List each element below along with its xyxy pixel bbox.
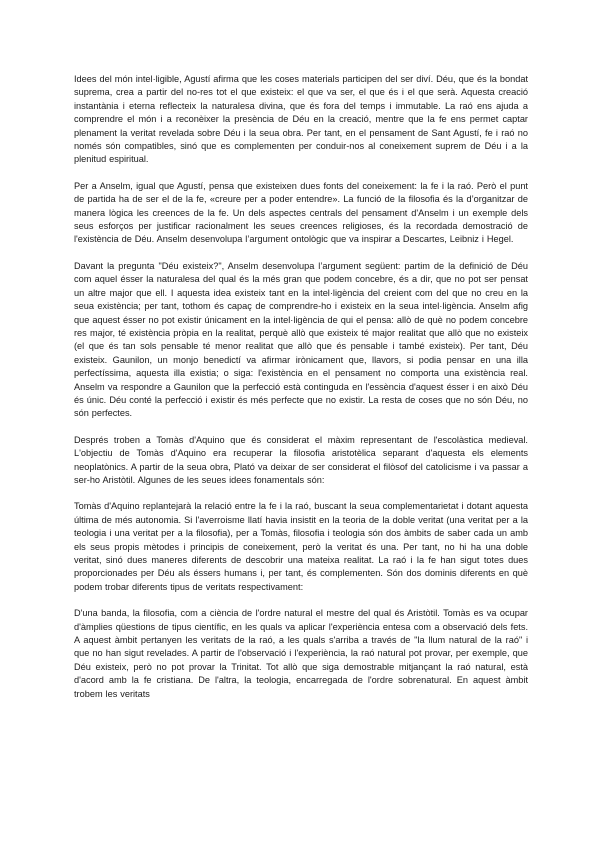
document-body: [74, 73, 528, 714]
paragraph-agusti-creation: Idees del món intel·ligible, Agustí afirma que les coses materials participen del ser diví. Déu, que és la bondat suprema, crea a partir del no-res tot el que existeix: el que va ser, el que és i el que serà. Aquesta creació instantània i eterna reflecteix la naturalesa divina, que és fora del temps i immutable. La raó ens ajuda a comprendre el món i a reconèixer la presència de Déu en la creació, mentre que la fe ens permet captar plenament la veritat revelada sobre Déu i la seua obra. Per tant, en el pensament de Sant Agustí, fe i raó no només són compatibles, sinó que es complementen per conduir-nos al coneixement suprem de Déu i a la plenitud espiritual.: [74, 74, 528, 165]
paragraph-tomas-intro: Després troben a Tomàs d'Aquino que és considerat el màxim representant de l'escolàstica medieval. L'objectiu de Tomàs d'Aquino era recuperar la filosofia aristotèlica separant d'aquesta els elements neoplatònics. A partir de la seua obra, Plató va deixar de ser considerat el filòsof del catolicisme i va passar a ser-ho Aristòtil. Algunes de les seues idees fonamentals són:: [74, 434, 528, 485]
paragraph-ontological-argument: Davant la pregunta "Déu existeix?", Anselm desenvolupa l’argument següent: partim de la definició de Déu com aquel ésser la naturalesa del qual és la més gran que podem concebre, és a dir, que no pot ser pensat un altre major que ell. I aquesta idea existeix tant en la intel·ligència del creient com del que no creu en la seua existència; per tant, tothom és capaç de comprendre-ho i existeix en la seua intel·ligència. Anselm afig que aquest ésser no pot existir únicament en la intel·ligència de qui el pensa: allò de què no podem concebre res major, té existència pròpia en la realitat, perquè allò que existeix té major realitat que allò que no existeix (el que és tan sols pensable té menor realitat que allò que és pensable i també existeix). Per tant, Déu existeix. Gaunilon, un monjo benedictí va afirmar irònicament que, llavors, si podia pensar en una illa perfectíssima, aquesta illa existia; o siga: l'existència en el pensament no comporta una existència real. Anselm va respondre a Gaunilon que la perfecció està continguda en l'essència d'aquest ésser i en això Déu és únic. Déu conté la perfecció i existir és més perfecte que no existir. La resta de coses que no són Déu, no són perfectes.: [74, 260, 528, 419]
paragraph-anselm-faith-reason: Per a Anselm, igual que Agustí, pensa que existeixen dues fonts del coneixement: la fe i la raó. Però el punt de partida ha de ser el de la fe, «creure per a poder entendre». La funció de la filosofia és la d’organitzar de manera lògica les creences de la fe. Un dels aspectes centrals del pensament d'Anselm i un exemple dels seus esforços per justificar racionalment les seues creences religioses, és la recordada demostració de l'existència de Déu. Anselm desenvolupa l’argument ontològic que va inspirar a Descartes, Leibniz i Hegel.: [74, 180, 528, 245]
paragraph-faith-reason-relation: Tomàs d'Aquino replantejarà la relació entre la fe i la raó, buscant la seua complementarietat i dotant aquesta última de més autonomia. Si l'averroisme llatí havia insistit en la teoria de la doble veritat (una veritat per a la teologia i una veritat per a la filosofia), per a Tomàs, filosofia i teologia són dos àmbits de saber cada un amb els seus propis mètodes i principis de coneixement, però la veritat és una. Per tant, no hi ha una doble veritat, sinó dues maneres diferents de descobrir una mateixa realitat. La raó i la fe han sigut totes dues proporcionades per Déu als éssers humans i, per tant, és complementen. Són dos dominis diferents en què podem trobar diferents tipus de veritats respectivament:: [74, 501, 528, 592]
paragraph-philosophy-theology: D'una banda, la filosofia, com a ciència de l'ordre natural el mestre del qual és Aristòtil. Tomàs es va ocupar d'àmplies qüestions de tipus científic, en les quals va aplicar l'experiència entesa com a observació dels fets. A aquest àmbit pertanyen les veritats de la raó, a les quals s'arriba a través de "la llum natural de la raó" i que no han sigut revelades. A partir de l'observació i l'experiència, la raó natural pot provar, per exemple, que Déu existeix, però no pot provar la Trinitat. Tot allò que siga demostrable mitjançant la raó natural, està d'acord amb la fe cristiana. De l'altra, la teologia, encarregada de l'ordre sobrenatural. En aquest àmbit trobem les veritats: [74, 608, 528, 699]
